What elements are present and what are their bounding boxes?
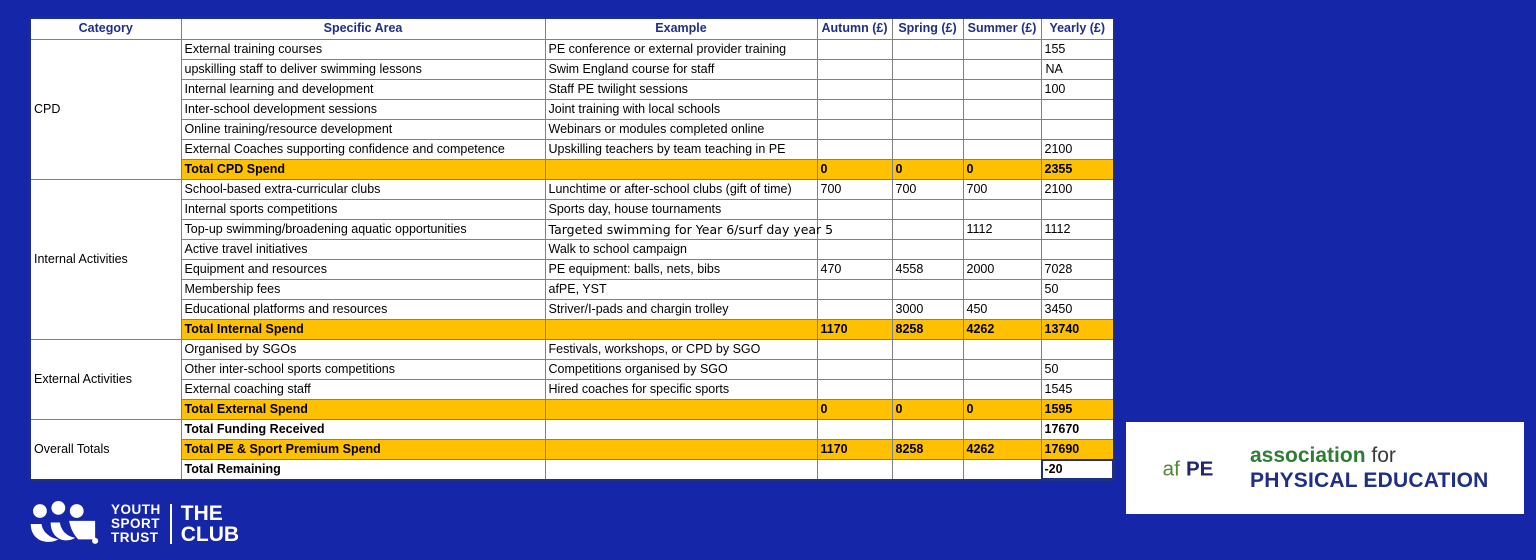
spring-cell[interactable] — [892, 39, 963, 59]
area-cell[interactable]: External Coaches supporting confidence and competence — [181, 139, 545, 159]
total-example-cell[interactable] — [545, 319, 817, 339]
yearly-cell[interactable]: 2100 — [1041, 139, 1114, 159]
total-yearly-cell[interactable]: 2355 — [1041, 159, 1114, 179]
table-body — [30, 39, 1114, 480]
summer-cell[interactable] — [963, 279, 1041, 299]
area-cell[interactable]: upskilling staff to deliver swimming lessons — [181, 59, 545, 79]
example-cell[interactable] — [545, 219, 834, 239]
summary-example-cell[interactable] — [545, 459, 817, 480]
summary-summer-cell[interactable] — [963, 459, 1041, 480]
total-summer-cell[interactable]: 0 — [963, 159, 1041, 179]
summary-autumn-cell[interactable] — [817, 459, 892, 480]
table-row[interactable] — [30, 339, 1114, 359]
summary-autumn-cell[interactable] — [817, 419, 892, 439]
yst-word-trust: TRUST — [111, 530, 159, 545]
total-autumn-cell[interactable]: 0 — [817, 399, 892, 419]
summer-cell[interactable] — [963, 79, 1041, 99]
spring-cell[interactable]: 4558 — [892, 259, 963, 279]
spring-cell[interactable] — [892, 139, 963, 159]
example-cell[interactable]: Festivals, workshops, or CPD by SGO — [545, 339, 817, 359]
area-cell[interactable]: Top-up swimming/broadening aquatic opportunities — [181, 219, 545, 239]
afpe-monogram-pe: PE — [1186, 457, 1214, 481]
table-row[interactable] — [30, 79, 1114, 99]
row-total-pe-sport-premium-spend[interactable] — [30, 439, 1114, 459]
summer-cell[interactable] — [963, 139, 1041, 159]
total-yearly-cell[interactable]: 1595 — [1041, 399, 1114, 419]
col-header-autumn[interactable]: Autumn (£) — [817, 18, 892, 39]
table-row[interactable] — [30, 259, 1114, 279]
example-cell[interactable]: Sports day, house tournaments — [545, 199, 817, 219]
yearly-cell[interactable]: 7028 — [1041, 259, 1114, 279]
yearly-cell[interactable]: 100 — [1041, 79, 1114, 99]
autumn-cell[interactable] — [817, 359, 892, 379]
area-cell[interactable]: Organised by SGOs — [181, 339, 545, 359]
total-spring-cell[interactable]: 8258 — [892, 319, 963, 339]
summary-spring-cell[interactable] — [892, 419, 963, 439]
spring-cell[interactable] — [892, 359, 963, 379]
yearly-cell[interactable]: 50 — [1041, 359, 1114, 379]
summary-yearly-cell[interactable]: 17670 — [1041, 419, 1114, 439]
table-row[interactable] — [30, 199, 1114, 219]
spring-cell[interactable] — [892, 199, 963, 219]
spring-cell[interactable] — [892, 59, 963, 79]
summer-cell[interactable] — [963, 59, 1041, 79]
funding-spend-table — [29, 17, 1115, 481]
youth-sport-trust-logo — [27, 498, 259, 550]
summer-cell[interactable]: 450 — [963, 299, 1041, 319]
autumn-cell[interactable] — [817, 39, 892, 59]
spring-cell[interactable] — [892, 339, 963, 359]
area-cell[interactable]: Educational platforms and resources — [181, 299, 545, 319]
summer-cell[interactable] — [963, 379, 1041, 399]
afpe-tagline-for: for — [1365, 444, 1396, 467]
example-cell[interactable]: Lunchtime or after-school clubs (gift of time) — [545, 179, 817, 199]
area-cell[interactable]: Active travel initiatives — [181, 239, 545, 259]
afpe-circle-mark-icon — [1134, 426, 1238, 510]
yst-words — [111, 503, 161, 545]
table-row[interactable] — [30, 119, 1114, 139]
summer-cell[interactable] — [963, 359, 1041, 379]
table-row[interactable] — [30, 299, 1114, 319]
table-row[interactable] — [30, 59, 1114, 79]
spring-cell[interactable] — [892, 99, 963, 119]
yearly-cell[interactable] — [1041, 199, 1114, 219]
table-row[interactable] — [30, 359, 1114, 379]
summer-cell[interactable] — [963, 239, 1041, 259]
total-spring-cell[interactable]: 0 — [892, 159, 963, 179]
summer-cell[interactable] — [963, 99, 1041, 119]
yst-word-youth: YOUTH — [111, 502, 161, 517]
summary-summer-cell[interactable]: 4262 — [963, 439, 1041, 459]
autumn-cell[interactable] — [817, 199, 892, 219]
example-cell[interactable]: Swim England course for staff — [545, 59, 817, 79]
area-cell[interactable]: External coaching staff — [181, 379, 545, 399]
autumn-cell[interactable] — [817, 339, 892, 359]
afpe-tagline-line1 — [1250, 443, 1489, 468]
table-row[interactable] — [30, 99, 1114, 119]
example-cell[interactable]: PE equipment: balls, nets, bibs — [545, 259, 817, 279]
total-label-cpd[interactable]: Total CPD Spend — [181, 159, 545, 179]
area-cell[interactable]: Other inter-school sports competitions — [181, 359, 545, 379]
summer-cell[interactable]: 1112 — [963, 219, 1041, 239]
example-cell[interactable]: Walk to school campaign — [545, 239, 817, 259]
summary-spring-cell[interactable] — [892, 459, 963, 480]
spring-cell[interactable] — [892, 79, 963, 99]
example-cell[interactable]: Joint training with local schools — [545, 99, 817, 119]
autumn-cell[interactable] — [817, 119, 892, 139]
autumn-cell[interactable] — [817, 239, 892, 259]
col-header-yearly[interactable]: Yearly (£) — [1041, 18, 1114, 39]
spreadsheet-container — [29, 17, 1115, 481]
autumn-cell[interactable] — [817, 299, 892, 319]
category-cell-overall-totals[interactable]: Overall Totals — [30, 419, 181, 480]
autumn-cell[interactable] — [817, 99, 892, 119]
header-row — [30, 18, 1114, 39]
autumn-cell[interactable]: 700 — [817, 179, 892, 199]
table-row[interactable] — [30, 219, 1114, 239]
yearly-cell[interactable] — [1041, 99, 1114, 119]
logo-divider — [170, 504, 172, 544]
example-cell[interactable]: afPE, YST — [545, 279, 817, 299]
summary-example-cell[interactable] — [545, 439, 817, 459]
summary-autumn-cell[interactable]: 1170 — [817, 439, 892, 459]
summer-cell[interactable] — [963, 39, 1041, 59]
autumn-cell[interactable]: 470 — [817, 259, 892, 279]
table-row[interactable] — [30, 279, 1114, 299]
spring-cell[interactable] — [892, 119, 963, 139]
table-header — [30, 18, 1114, 39]
yearly-cell[interactable]: 155 — [1041, 39, 1114, 59]
club-word-club: CLUB — [180, 523, 240, 546]
the-club-wordmark — [181, 503, 239, 545]
selected-cell-total-remaining[interactable]: -20 — [1041, 459, 1114, 480]
total-spring-cell[interactable]: 0 — [892, 399, 963, 419]
row-total-funding-received[interactable] — [30, 419, 1114, 439]
row-total-remaining[interactable] — [30, 459, 1114, 480]
area-cell[interactable]: Internal learning and development — [181, 79, 545, 99]
example-cell[interactable]: Competitions organised by SGO — [545, 359, 817, 379]
table-row[interactable] — [30, 139, 1114, 159]
spring-cell[interactable] — [892, 279, 963, 299]
total-yearly-cell[interactable]: 13740 — [1041, 319, 1114, 339]
afpe-monogram-af: af — [1162, 457, 1180, 481]
example-cell[interactable]: Upskilling teachers by team teaching in PE — [545, 139, 817, 159]
summer-cell[interactable] — [963, 199, 1041, 219]
example-cell[interactable]: Hired coaches for specific sports — [545, 379, 817, 399]
area-cell[interactable]: School-based extra-curricular clubs — [181, 179, 545, 199]
example-cell[interactable]: Striver/I-pads and chargin trolley — [545, 299, 817, 319]
autumn-cell[interactable] — [817, 59, 892, 79]
category-cell-external-activities[interactable]: External Activities — [30, 339, 181, 419]
example-cell[interactable]: PE conference or external provider training — [545, 39, 817, 59]
total-row-internal[interactable] — [30, 319, 1114, 339]
table-row[interactable] — [30, 179, 1114, 199]
spring-cell[interactable] — [892, 379, 963, 399]
summary-label[interactable]: Total Remaining — [181, 459, 545, 480]
afpe-tagline-association: association — [1250, 444, 1366, 467]
spring-cell[interactable] — [892, 219, 963, 239]
total-example-cell[interactable] — [545, 399, 817, 419]
total-row-cpd[interactable] — [30, 159, 1114, 179]
spring-cell[interactable] — [892, 239, 963, 259]
yearly-cell[interactable]: 1545 — [1041, 379, 1114, 399]
area-cell[interactable]: Online training/resource development — [181, 119, 545, 139]
table-row[interactable] — [30, 379, 1114, 399]
total-summer-cell[interactable]: 4262 — [963, 319, 1041, 339]
col-header-category[interactable]: Category — [30, 18, 181, 39]
yearly-cell[interactable]: 3450 — [1041, 299, 1114, 319]
autumn-cell[interactable] — [817, 279, 892, 299]
col-header-specific-area[interactable]: Specific Area — [181, 18, 545, 39]
area-cell[interactable]: External training courses — [181, 39, 545, 59]
yearly-cell[interactable]: 2100 — [1041, 179, 1114, 199]
summary-summer-cell[interactable] — [963, 419, 1041, 439]
summer-cell[interactable] — [963, 339, 1041, 359]
total-summer-cell[interactable]: 0 — [963, 399, 1041, 419]
category-cell-cpd[interactable]: CPD — [30, 39, 181, 179]
afpe-wordmark — [1250, 443, 1489, 493]
col-header-summer[interactable]: Summer (£) — [963, 18, 1041, 39]
col-header-example[interactable]: Example — [545, 18, 817, 39]
area-cell[interactable]: Membership fees — [181, 279, 545, 299]
table-row[interactable] — [30, 239, 1114, 259]
autumn-cell[interactable] — [817, 379, 892, 399]
total-label-internal[interactable]: Total Internal Spend — [181, 319, 545, 339]
summary-label[interactable]: Total Funding Received — [181, 419, 545, 439]
spring-cell[interactable]: 3000 — [892, 299, 963, 319]
total-autumn-cell[interactable]: 1170 — [817, 319, 892, 339]
autumn-cell[interactable] — [817, 139, 892, 159]
table-row[interactable] — [30, 39, 1114, 59]
summer-cell[interactable]: 2000 — [963, 259, 1041, 279]
summary-yearly-cell[interactable]: 17690 — [1041, 439, 1114, 459]
autumn-cell[interactable] — [817, 79, 892, 99]
example-overflow-text: Targeted swimming for Year 6/surf day year 5 — [548, 221, 834, 237]
summary-example-cell[interactable] — [545, 419, 817, 439]
area-cell[interactable]: Equipment and resources — [181, 259, 545, 279]
total-example-cell[interactable] — [545, 159, 817, 179]
total-row-external[interactable] — [30, 399, 1114, 419]
yearly-cell[interactable]: 50 — [1041, 279, 1114, 299]
col-header-spring[interactable]: Spring (£) — [892, 18, 963, 39]
summer-cell[interactable]: 700 — [963, 179, 1041, 199]
summer-cell[interactable] — [963, 119, 1041, 139]
total-label-external[interactable]: Total External Spend — [181, 399, 545, 419]
club-word-the: THE — [180, 502, 223, 525]
example-cell[interactable]: Webinars or modules completed online — [545, 119, 817, 139]
afpe-tagline-line2: PHYSICAL EDUCATION — [1250, 469, 1489, 492]
yst-word-sport: SPORT — [111, 516, 161, 531]
yearly-cell[interactable] — [1041, 239, 1114, 259]
example-cell[interactable]: Staff PE twilight sessions — [545, 79, 817, 99]
yearly-cell[interactable] — [1041, 119, 1114, 139]
summary-spring-cell[interactable]: 8258 — [892, 439, 963, 459]
yearly-cell[interactable]: 1112 — [1041, 219, 1114, 239]
area-cell[interactable]: Inter-school development sessions — [181, 99, 545, 119]
summary-label[interactable]: Total PE & Sport Premium Spend — [181, 439, 545, 459]
yearly-cell[interactable] — [1041, 339, 1114, 359]
youth-sport-trust-mark-icon — [27, 501, 105, 547]
spring-cell[interactable]: 700 — [892, 179, 963, 199]
afpe-logo-panel — [1126, 422, 1524, 514]
total-autumn-cell[interactable]: 0 — [817, 159, 892, 179]
yst-wordmark — [111, 503, 239, 545]
area-cell[interactable]: Internal sports competitions — [181, 199, 545, 219]
category-cell-internal-activities[interactable]: Internal Activities — [30, 179, 181, 339]
yearly-cell[interactable]: NA — [1041, 59, 1114, 79]
